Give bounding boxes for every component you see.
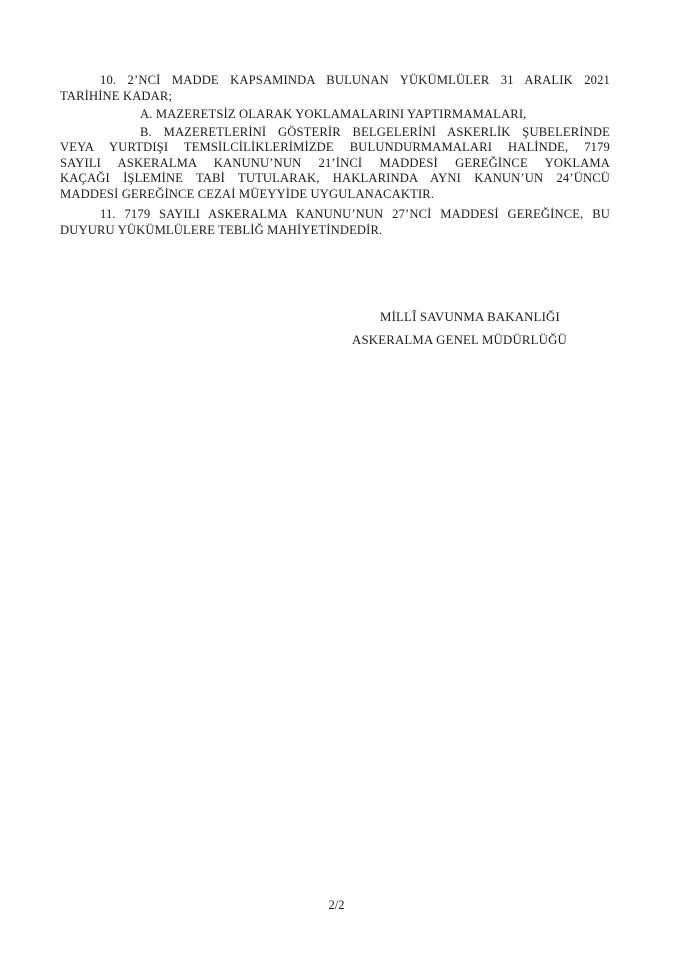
item-11-line-2: DUYURU YÜKÜMLÜLERE TEBLİĞ MAHİYETİNDEDİR.: [60, 222, 383, 237]
item-11-line-1: 11. 7179 SAYILI ASKERALMA KANUNU’NUN 27’NCİ MADDESİ GEREĞİNCE, BU: [100, 207, 610, 221]
item-10-sub-a: A. MAZERETSİZ OLARAK YOKLAMALARINI YAPTIRMAMALARI,: [140, 107, 527, 121]
item-10-line-1: 10. 2’NCİ MADDE KAPSAMINDA BULUNAN YÜKÜMLÜLER 31 ARALIK 2021: [100, 73, 610, 87]
item-10-sub-b-line-4: KAÇAĞI İŞLEMİNE TABİ TUTULARAK, HAKLARINDA AYNI KANUN’UN 24’ÜNCÜ: [60, 171, 610, 185]
item-10-sub-b-line-5: MADDESİ GEREĞİNCE CEZAİ MÜEYYİDE UYGULANACAKTIR.: [60, 186, 435, 201]
item-10-paragraph: [60, 73, 610, 202]
item-10-line-2: TARİHİNE KADAR;: [60, 88, 173, 103]
item-10-sub-b-line-1: B. MAZERETLERİNİ GÖSTERİR BELGELERİNİ ASKERLİK ŞUBELERİNDE: [140, 124, 610, 139]
item-10-sub-b-line-2: VEYA YURTDIŞI TEMSİLCİLİKLERİMİZDE BULUNDURMAMALARI HALİNDE, 7179: [60, 140, 610, 154]
page-number: 2/2: [328, 898, 345, 912]
item-10-sub-b-line-3: SAYILI ASKERALMA KANUNU’NUN 21’İNCİ MADDESİ GEREĞİNCE YOKLAMA: [60, 155, 610, 170]
item-11-paragraph: [60, 207, 610, 238]
signature-ministry: MİLLÎ SAVUNMA BAKANLIĞI: [380, 310, 560, 324]
signature-directorate: ASKERALMA GENEL MÜDÜRLÜĞÜ: [352, 333, 567, 347]
